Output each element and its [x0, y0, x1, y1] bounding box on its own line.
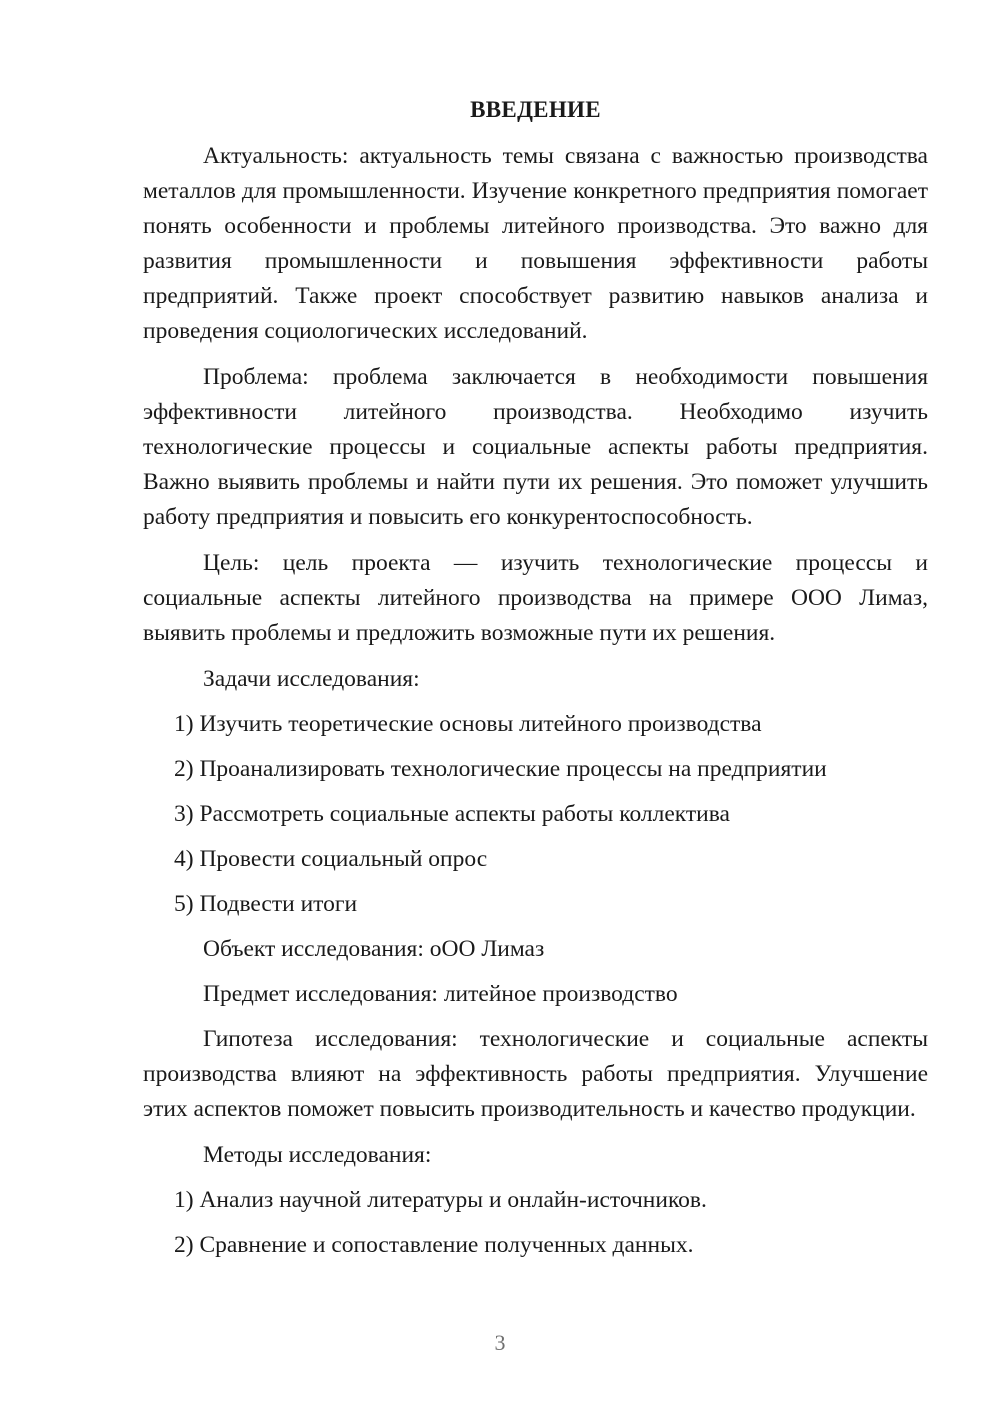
task-item: 1) Изучить теоретические основы литейного производства: [174, 711, 762, 737]
task-item: 2) Проанализировать технологические процессы на предприятии: [174, 756, 827, 782]
methods-label: Методы исследования:: [203, 1142, 432, 1168]
methods-list: [143, 1183, 928, 1263]
page-heading: ВВЕДЕНИЕ: [470, 97, 601, 122]
relevance-paragraph: Актуальность: актуальность темы связана с важностью производства металлов для промышленности. Изучение конкретного предприятия помогает понять особенности и проблемы литейного производства. Это важно для развития промышленности и повышения эффективности работы предприятий. Также проект способствует развитию навыков анализа и проведения социологических исследований.: [143, 143, 928, 344]
hypothesis-paragraph: Гипотеза исследования: технологические и социальные аспекты производства влияют на эффективность работы предприятия. Улучшение этих аспектов поможет повысить производительность и качество продукции.: [143, 1026, 928, 1122]
research-object: Объект исследования: оОО Лимаз: [203, 936, 545, 962]
task-item: 4) Провести социальный опрос: [174, 846, 488, 872]
task-item: 5) Подвести итоги: [174, 891, 358, 917]
task-item: 3) Рассмотреть социальные аспекты работы коллектива: [174, 801, 730, 827]
research-subject: Предмет исследования: литейное производство: [203, 981, 678, 1007]
page-number: 3: [494, 1330, 506, 1355]
goal-paragraph: Цель: цель проекта — изучить технологические процессы и социальные аспекты литейного производства на примере ООО Лимаз, выявить проблемы и предложить возможные пути их решения.: [143, 550, 928, 646]
document-body: [143, 92, 928, 1273]
problem-paragraph: Проблема: проблема заключается в необходимости повышения эффективности литейного производства. Необходимо изучить технологические процессы и социальные аспекты работы предприятия. Важно выявить проблемы и найти пути их решения. Это поможет улучшить работу предприятия и повысить его конкурентоспособность.: [143, 364, 928, 530]
method-item: 1) Анализ научной литературы и онлайн-источников.: [174, 1187, 707, 1213]
tasks-list: [143, 707, 928, 922]
method-item: 2) Сравнение и сопоставление полученных данных.: [174, 1232, 694, 1258]
tasks-label: Задачи исследования:: [203, 666, 420, 692]
